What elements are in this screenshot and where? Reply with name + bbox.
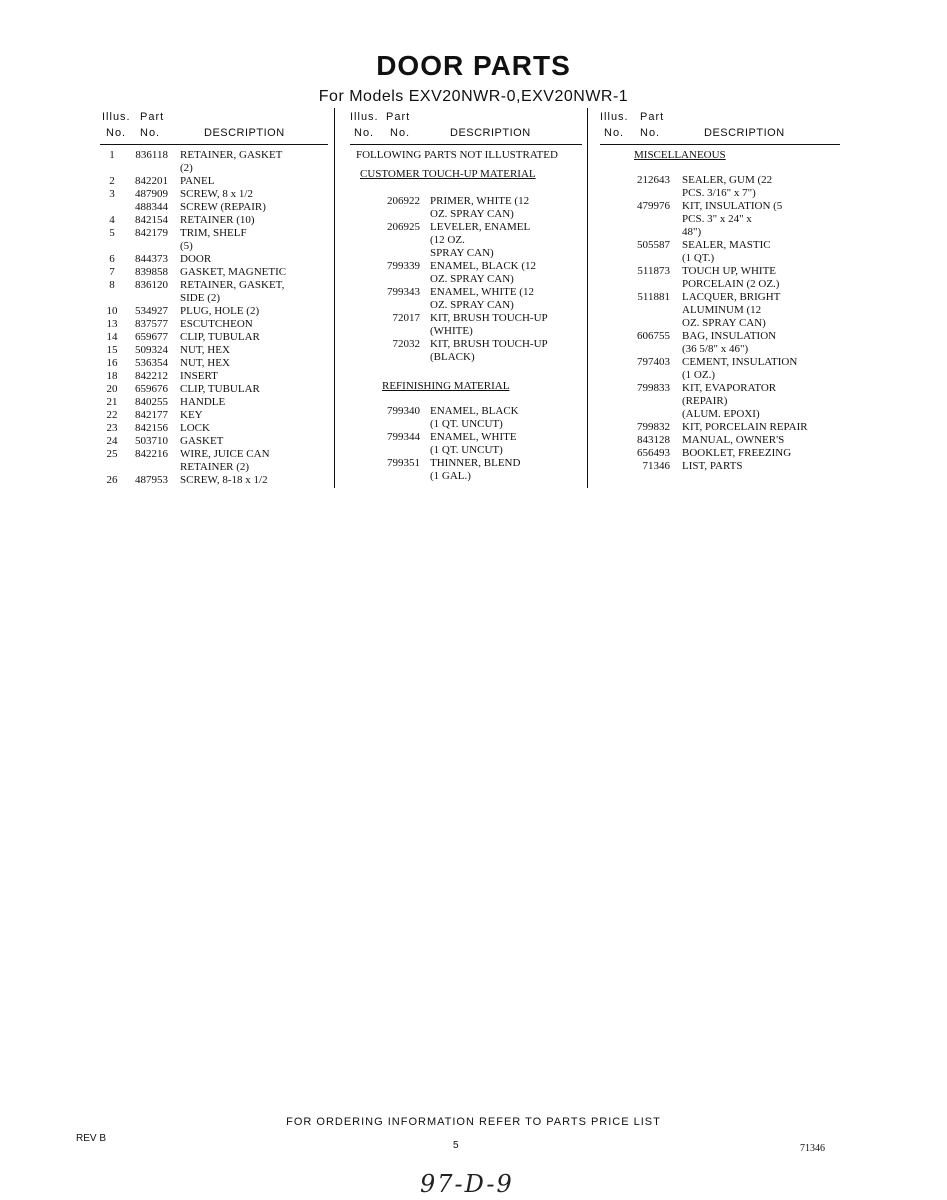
- parts-list: [100, 149, 328, 487]
- description-line: SIDE (2): [180, 292, 221, 304]
- table-row: [100, 175, 328, 188]
- part-description: [430, 431, 517, 457]
- description-line: KIT, INSULATION (5: [682, 200, 783, 212]
- table-row: [600, 382, 840, 421]
- table-row: [100, 435, 328, 448]
- description-line: KIT, BRUSH TOUCH-UP: [430, 312, 548, 324]
- table-row: [350, 260, 582, 286]
- description-line: TRIM, SHELF: [180, 227, 247, 239]
- description-line: OZ. SPRAY CAN): [430, 208, 514, 220]
- description-line: PANEL: [180, 175, 215, 187]
- part-number: 842177: [135, 409, 168, 421]
- description-line: PORCELAIN (2 OZ.): [682, 278, 780, 290]
- part-number: 479976: [637, 200, 670, 212]
- part-description: [682, 265, 779, 291]
- part-description: [430, 457, 520, 483]
- part-description: [180, 175, 214, 188]
- header-part: Part: [140, 111, 165, 123]
- parts-list: [600, 149, 840, 473]
- page-number: 5: [453, 1140, 459, 1151]
- illus-number: 20: [106, 383, 118, 395]
- table-row: [600, 174, 840, 200]
- header-illus: Illus.: [102, 111, 131, 123]
- header-illus-no: No.: [106, 127, 127, 139]
- part-description: [430, 338, 548, 364]
- table-row: [100, 331, 328, 344]
- part-number: 836120: [135, 279, 168, 291]
- part-number: 71346: [642, 460, 670, 472]
- part-description: [430, 286, 534, 312]
- part-number: 797403: [637, 356, 670, 368]
- illus-number: 25: [106, 448, 118, 460]
- table-row: [100, 149, 328, 175]
- page-subtitle: For Models EXV20NWR-0,EXV20NWR-1: [318, 88, 629, 105]
- description-line: (1 QT. UNCUT): [430, 444, 503, 456]
- table-row: [100, 266, 328, 279]
- description-line: (1 QT. UNCUT): [430, 418, 503, 430]
- header-description: DESCRIPTION: [704, 127, 785, 139]
- part-description: [682, 434, 784, 447]
- table-row: [100, 357, 328, 370]
- description-line: RETAINER (10): [180, 214, 255, 226]
- part-description: [180, 214, 255, 227]
- header-part-no: No.: [390, 127, 411, 139]
- part-description: [180, 370, 218, 383]
- part-number: 72017: [392, 312, 420, 324]
- table-row: [100, 201, 328, 214]
- description-line: PCS. 3" x 24" x: [682, 213, 752, 225]
- revision-label: REV B: [76, 1133, 107, 1144]
- description-line: SCREW, 8 x 1/2: [180, 188, 253, 200]
- part-description: [180, 188, 253, 201]
- description-line: ESCUTCHEON: [180, 318, 253, 330]
- table-row: [100, 448, 328, 474]
- section-items: [350, 195, 582, 364]
- table-row: [100, 227, 328, 253]
- illus-number: 13: [106, 318, 118, 330]
- illus-number: 4: [109, 214, 115, 226]
- description-line: SPRAY CAN): [430, 247, 494, 259]
- description-line: (2): [180, 162, 193, 174]
- part-description: [180, 305, 259, 318]
- description-line: PLUG, HOLE (2): [180, 305, 260, 317]
- part-description: [180, 318, 253, 331]
- column-header: [350, 108, 582, 145]
- part-number: 212643: [637, 174, 670, 186]
- table-row: [100, 396, 328, 409]
- part-description: [180, 409, 203, 422]
- parts-column-2: [350, 108, 582, 483]
- part-description: [180, 383, 260, 396]
- header-part: Part: [386, 111, 411, 123]
- table-row: [100, 214, 328, 227]
- table-row: [100, 344, 328, 357]
- description-line: INSERT: [180, 370, 218, 382]
- document-number: 71346: [800, 1143, 825, 1154]
- illus-number: 21: [106, 396, 118, 408]
- part-description: [682, 356, 797, 382]
- description-line: NUT, HEX: [180, 344, 230, 356]
- part-description: [180, 201, 266, 214]
- part-description: [180, 253, 211, 266]
- part-number: 659676: [135, 383, 168, 395]
- part-description: [682, 174, 772, 200]
- not-illustrated-note: FOLLOWING PARTS NOT ILLUSTRATED: [356, 149, 558, 161]
- part-description: [180, 149, 282, 175]
- description-line: KIT, EVAPORATOR: [682, 382, 777, 394]
- table-row: [600, 434, 840, 447]
- table-row: [100, 279, 328, 305]
- part-number: 844373: [135, 253, 168, 265]
- table-row: [100, 422, 328, 435]
- parts-list: [350, 149, 582, 483]
- section-items: [350, 405, 582, 483]
- description-line: RETAINER (2): [180, 461, 250, 473]
- description-line: 48"): [682, 226, 702, 238]
- part-description: [180, 422, 210, 435]
- part-description: [430, 312, 548, 338]
- illus-number: 3: [109, 188, 115, 200]
- description-line: (36 5/8" x 46"): [682, 343, 749, 355]
- table-row: [100, 370, 328, 383]
- illus-number: 10: [106, 305, 118, 317]
- part-description: [180, 448, 270, 474]
- section-heading: MISCELLANEOUS: [634, 149, 726, 161]
- description-line: ENAMEL, WHITE (12: [430, 286, 534, 298]
- part-number: 72032: [392, 338, 420, 350]
- header-illus-no: No.: [604, 127, 625, 139]
- description-line: ENAMEL, BLACK: [430, 405, 519, 417]
- description-line: (1 OZ.): [682, 369, 715, 381]
- description-line: (1 GAL.): [430, 470, 471, 482]
- part-number: 836118: [135, 149, 168, 161]
- illus-number: 18: [106, 370, 118, 382]
- part-number: 837577: [135, 318, 168, 330]
- description-line: SEALER, GUM (22: [682, 174, 773, 186]
- part-description: [430, 195, 529, 221]
- description-line: TOUCH UP, WHITE: [682, 265, 777, 277]
- header-description: DESCRIPTION: [450, 127, 531, 139]
- description-line: OZ. SPRAY CAN): [430, 299, 514, 311]
- description-line: ALUMINUM (12: [682, 304, 762, 316]
- section-heading: REFINISHING MATERIAL: [382, 380, 510, 392]
- table-row: [350, 195, 582, 221]
- header-part-no: No.: [140, 127, 161, 139]
- table-row: [350, 431, 582, 457]
- ordering-note: FOR ORDERING INFORMATION REFER TO PARTS PRICE LIST: [286, 1116, 661, 1128]
- illus-number: 14: [106, 331, 118, 343]
- part-number: 842156: [135, 422, 168, 434]
- handwritten-note: 97-D-9: [420, 1170, 514, 1198]
- part-number: 656493: [637, 447, 670, 459]
- illus-number: 24: [106, 435, 118, 447]
- description-line: KIT, PORCELAIN REPAIR: [682, 421, 808, 433]
- table-row: [100, 253, 328, 266]
- part-number: 799340: [387, 405, 420, 417]
- part-description: [682, 200, 782, 239]
- part-description: [180, 279, 284, 305]
- part-description: [180, 266, 286, 279]
- header-illus-no: No.: [354, 127, 375, 139]
- part-number: 534927: [135, 305, 168, 317]
- part-number: 509324: [135, 344, 168, 356]
- part-number: 488344: [135, 201, 168, 213]
- illus-number: 23: [106, 422, 118, 434]
- description-line: NUT, HEX: [180, 357, 230, 369]
- illus-number: 15: [106, 344, 118, 356]
- description-line: CEMENT, INSULATION: [682, 356, 798, 368]
- description-line: GASKET: [180, 435, 224, 447]
- description-line: RETAINER, GASKET: [180, 149, 283, 161]
- table-row: [600, 356, 840, 382]
- column-divider: [587, 108, 588, 488]
- table-row: [350, 457, 582, 483]
- part-number: 842201: [135, 175, 168, 187]
- header-illus: Illus.: [350, 111, 379, 123]
- description-line: PCS. 3/16" x 7"): [682, 187, 756, 199]
- page-title: DOOR PARTS: [376, 50, 571, 81]
- table-row: [350, 405, 582, 431]
- part-description: [180, 474, 268, 487]
- part-number: 659677: [135, 331, 168, 343]
- section-items: [600, 174, 840, 473]
- description-line: (12 OZ.: [430, 234, 465, 246]
- description-line: BAG, INSULATION: [682, 330, 777, 342]
- part-description: [682, 239, 771, 265]
- description-line: OZ. SPRAY CAN): [430, 273, 514, 285]
- description-line: (ALUM. EPOXI): [682, 408, 760, 420]
- header-illus: Illus.: [600, 111, 629, 123]
- table-row: [350, 312, 582, 338]
- description-line: CLIP, TUBULAR: [180, 331, 260, 343]
- description-line: SEALER, MASTIC: [682, 239, 771, 251]
- description-line: LACQUER, BRIGHT: [682, 291, 781, 303]
- table-row: [600, 291, 840, 330]
- header-part-no: No.: [640, 127, 661, 139]
- part-description: [180, 344, 230, 357]
- part-description: [430, 260, 536, 286]
- part-number: 843128: [637, 434, 670, 446]
- table-row: [100, 409, 328, 422]
- illus-number: 26: [106, 474, 118, 486]
- part-number: 503710: [135, 435, 168, 447]
- part-description: [682, 421, 808, 434]
- description-line: DOOR: [180, 253, 212, 265]
- description-line: LIST, PARTS: [682, 460, 743, 472]
- description-line: GASKET, MAGNETIC: [180, 266, 287, 278]
- column-header: [100, 108, 328, 145]
- table-row: [100, 188, 328, 201]
- part-number: 511873: [637, 265, 670, 277]
- description-line: ENAMEL, WHITE: [430, 431, 517, 443]
- part-description: [180, 331, 260, 344]
- header-part: Part: [640, 111, 665, 123]
- table-row: [600, 447, 840, 460]
- description-line: MANUAL, OWNER'S: [682, 434, 785, 446]
- part-description: [682, 330, 776, 356]
- description-line: (WHITE): [430, 325, 473, 337]
- table-row: [100, 305, 328, 318]
- part-number: 487909: [135, 188, 168, 200]
- table-row: [350, 286, 582, 312]
- part-description: [180, 435, 223, 448]
- illus-number: 1: [109, 149, 115, 161]
- part-number: 206925: [387, 221, 420, 233]
- description-line: RETAINER, GASKET,: [180, 279, 285, 291]
- part-number: 799339: [387, 260, 420, 272]
- table-row: [600, 265, 840, 291]
- description-line: CLIP, TUBULAR: [180, 383, 260, 395]
- part-number: 842216: [135, 448, 168, 460]
- column-header: [600, 108, 840, 145]
- description-line: LOCK: [180, 422, 210, 434]
- table-row: [600, 330, 840, 356]
- description-line: (1 QT.): [682, 252, 715, 264]
- illus-number: 6: [109, 253, 115, 265]
- description-line: SCREW, 8-18 x 1/2: [180, 474, 268, 486]
- part-description: [682, 460, 742, 473]
- table-row: [600, 460, 840, 473]
- part-number: 842212: [135, 370, 168, 382]
- part-number: 842179: [135, 227, 168, 239]
- illus-number: 7: [109, 266, 115, 278]
- table-row: [100, 383, 328, 396]
- section-heading: CUSTOMER TOUCH-UP MATERIAL: [360, 168, 536, 180]
- description-line: THINNER, BLEND: [430, 457, 521, 469]
- description-line: HANDLE: [180, 396, 226, 408]
- part-number: 842154: [135, 214, 168, 226]
- part-description: [430, 405, 519, 431]
- description-line: SCREW (REPAIR): [180, 201, 266, 213]
- description-line: (5): [180, 240, 193, 252]
- description-line: OZ. SPRAY CAN): [682, 317, 766, 329]
- part-number: 799832: [637, 421, 670, 433]
- table-row: [100, 474, 328, 487]
- part-number: 505587: [637, 239, 670, 251]
- illus-number: 5: [109, 227, 115, 239]
- parts-column-1: [100, 108, 328, 487]
- illus-number: 2: [109, 175, 115, 187]
- table-row: [100, 318, 328, 331]
- part-number: 606755: [637, 330, 670, 342]
- table-row: [600, 200, 840, 239]
- part-number: 840255: [135, 396, 168, 408]
- description-line: WIRE, JUICE CAN: [180, 448, 270, 460]
- part-number: 536354: [135, 357, 168, 369]
- part-number: 799833: [637, 382, 670, 394]
- illus-number: 16: [106, 357, 118, 369]
- description-line: KIT, BRUSH TOUCH-UP: [430, 338, 548, 350]
- description-line: KEY: [180, 409, 203, 421]
- part-description: [682, 291, 780, 330]
- part-number: 799344: [387, 431, 420, 443]
- description-line: (BLACK): [430, 351, 475, 363]
- part-description: [180, 357, 230, 370]
- description-line: BOOKLET, FREEZING: [682, 447, 792, 459]
- part-number: 839858: [135, 266, 168, 278]
- table-row: [350, 221, 582, 260]
- table-row: [350, 338, 582, 364]
- header-description: DESCRIPTION: [204, 127, 285, 139]
- part-number: 511881: [637, 291, 670, 303]
- illus-number: 8: [109, 279, 115, 291]
- part-number: 799351: [387, 457, 420, 469]
- part-number: 487953: [135, 474, 168, 486]
- part-description: [180, 396, 225, 409]
- part-description: [682, 447, 791, 460]
- part-description: [430, 221, 530, 260]
- part-description: [180, 227, 247, 253]
- parts-column-3: [600, 108, 840, 473]
- part-number: 206922: [387, 195, 420, 207]
- description-line: LEVELER, ENAMEL: [430, 221, 531, 233]
- illus-number: 22: [106, 409, 118, 421]
- table-row: [600, 421, 840, 434]
- part-description: [682, 382, 776, 421]
- description-line: ENAMEL, BLACK (12: [430, 260, 537, 272]
- description-line: PRIMER, WHITE (12: [430, 195, 530, 207]
- column-divider: [334, 108, 335, 488]
- part-number: 799343: [387, 286, 420, 298]
- description-line: (REPAIR): [682, 395, 728, 407]
- table-row: [600, 239, 840, 265]
